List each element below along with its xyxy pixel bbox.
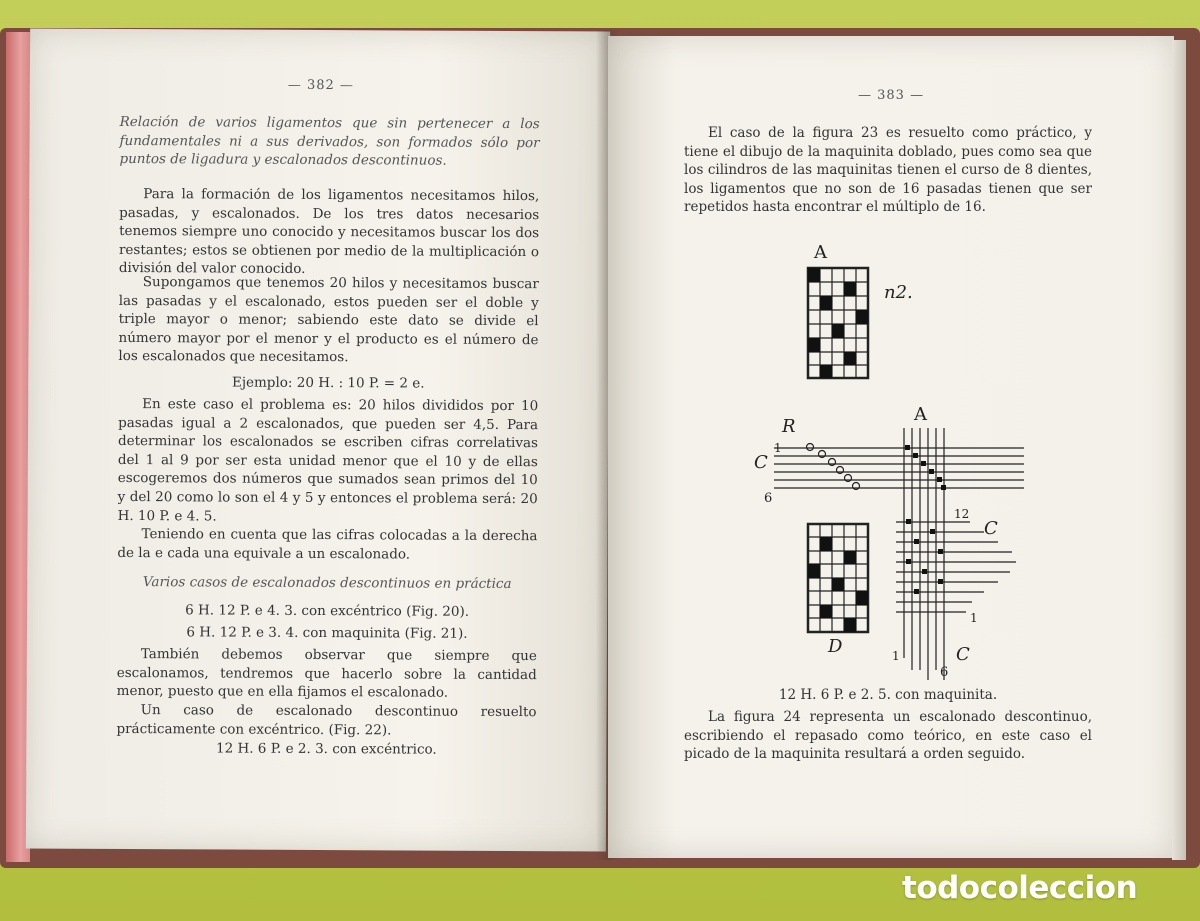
svg-text:6: 6 [764,491,773,506]
weave-diagram [744,240,1044,680]
svg-text:A: A [814,242,827,263]
left-case-3: 12 H. 6 P. e 2. 3. con excéntrico. [215,740,437,758]
treadling-lines [896,522,1016,612]
top-weave-grid [808,268,868,378]
left-para-5: También debemos observar que siempre que escalonamos, tendremos que hacerlo sobre la cantidad menor, puesto que en ella fijamos el escalonado. [116,646,537,701]
left-heading: Relación de varios ligamentos que sin pertenecer a los fundamentales ni a sus derivados, son formados sólo por puntos de ligadura y escalonados descontinuos. [119,113,540,169]
right-para-1: El caso de la figura 23 es resuelto como práctico, y tiene el dibujo de la maquinita doblado, pues como sea que los cilindros de las maquinitas tienen el curso de 8 dientes, los ligamentos que no son de 16 pasadas tienen que ser repetidos hasta encontrar el múltiplo de 16. [684,125,1092,216]
left-page [26,28,610,851]
left-page-number: — 382 — [287,77,354,94]
left-case-2: 6 H. 12 P. e 3. 4. con maquinita (Fig. 21). [186,624,468,642]
left-case-1: 6 H. 12 P. e 4. 3. con excéntrico (Fig. 20). [185,602,470,620]
left-para-4: Teniendo en cuenta que las cifras colocadas a la derecha de la e cada una equivale a un escalonado. [117,526,538,563]
right-page-number: — 383 — [858,88,925,103]
left-para-6: Un caso de escalonado descontinuo resuelto prácticamente con excéntrico. (Fig. 22). [116,702,537,738]
left-para-3: En este caso el problema es: 20 hilos divididos por 10 pasadas igual a 2 escalonados, que pueden ser 4,5. Para determinar los escalonados se escriben cifras correlativas del 1 al 9 por ser esta unidad menor que el 10 y de ellas escogeremos dos números que sumados sean primos del 10 y del 20 como lo son el 4 y 5 y entonces el problema será: 20 H. 10 P. e 4. 5. [117,396,539,525]
svg-text:n2.: n2. [884,282,913,303]
svg-text:R: R [782,416,796,437]
bottom-weave-grid [808,524,868,632]
right-para-2: La figura 24 representa un escalonado descontinuo, escribiendo el repasado como teórico, en este caso el picado de la maquinita resultará a orden seguido. [684,709,1092,763]
threading-horizontal-lines [774,448,1024,488]
threading-marks [905,445,946,490]
svg-text:1: 1 [970,611,978,625]
left-para-1: Para la formación de los ligamentos necesitamos hilos, pasadas, y escalonados. De los tres datos necesarios tenemos siempre uno conocido y necesitamos buscar los dos restantes; estos se obtienen por medio de la multiplicación o división del valor conocido. [118,186,540,278]
svg-text:1: 1 [892,649,900,663]
page-edges-right [1172,40,1186,860]
svg-text:A: A [914,404,927,425]
left-example: Ejemplo: 20 H. : 10 P. = 2 e. [231,374,425,392]
threading-circles [807,444,860,490]
left-para-2: Supongamos que tenemos 20 hilos y necesitamos buscar las pasadas y el escalonado, estos pueden ser el doble y triple mayor o menor; sabiendo este dato se divide el número mayor por el menor y el producto es el número de los escalonados que necesitamos. [118,274,539,366]
svg-text:C: C [754,452,768,473]
svg-text:C: C [984,518,998,539]
svg-text:1: 1 [774,441,782,455]
svg-text:C: C [956,644,970,665]
svg-text:D: D [828,636,843,657]
right-caption: 12 H. 6 P. e 2. 5. con maquinita. [778,687,998,703]
site-watermark: todocoleccion [902,870,1138,906]
left-subheading: Varios casos de escalonados descontinuos en práctica [142,574,512,593]
right-page [608,36,1174,858]
svg-text:6: 6 [940,665,949,680]
svg-text:12: 12 [954,507,970,521]
